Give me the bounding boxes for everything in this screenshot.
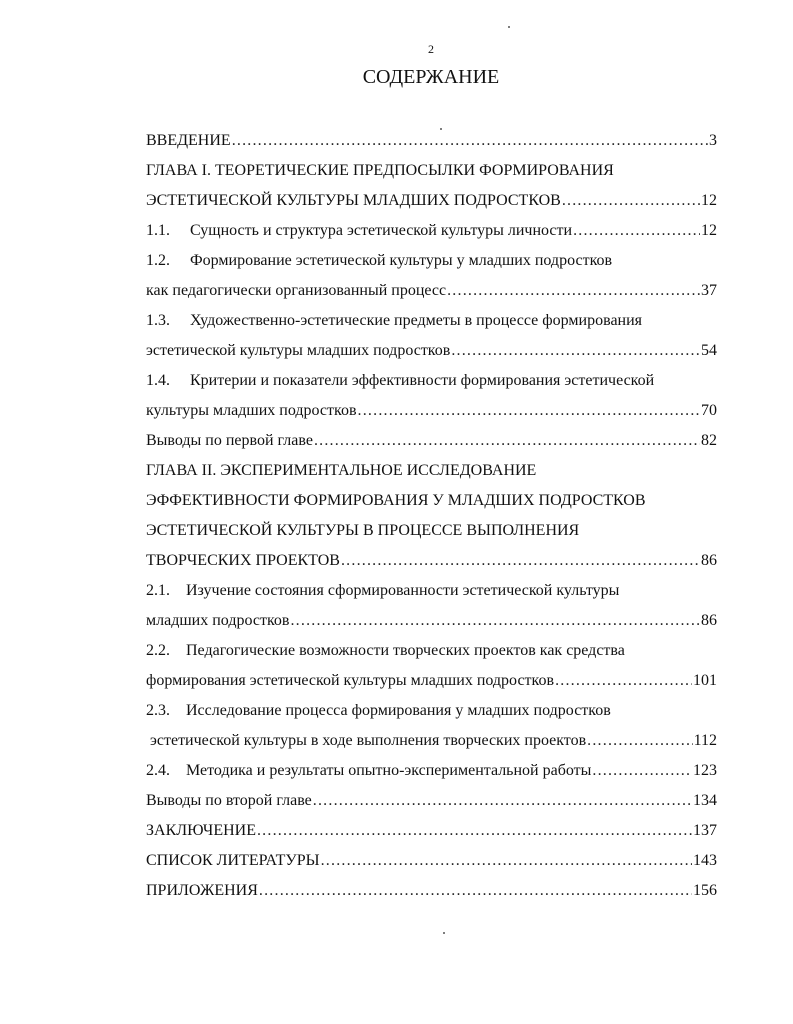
toc-leader-dots bbox=[321, 850, 692, 872]
toc-entry-section-2-4[interactable] bbox=[146, 760, 717, 782]
toc-entry-text: ГЛАВА I. ТЕОРЕТИЧЕСКИЕ ПРЕДПОСЫЛКИ ФОРМИРОВАНИЯ bbox=[146, 162, 614, 179]
toc-leader-dots bbox=[290, 610, 700, 632]
toc-entry-section-1-4-line-2[interactable] bbox=[146, 400, 717, 422]
toc-leader-dots bbox=[592, 760, 692, 782]
toc-section-number: 1.2. bbox=[146, 252, 170, 269]
toc-page-number: 3 bbox=[709, 132, 717, 149]
toc-entry-text: ГЛАВА II. ЭКСПЕРИМЕНТАЛЬНОЕ ИССЛЕДОВАНИЕ bbox=[146, 462, 537, 479]
page-title: СОДЕРЖАНИЕ bbox=[362, 66, 500, 88]
toc-entry-text: ЭСТЕТИЧЕСКОЙ КУЛЬТУРЫ МЛАДШИХ ПОДРОСТКОВ bbox=[146, 192, 561, 209]
toc-leader-dots bbox=[232, 130, 708, 152]
toc-section-number: 2.3. bbox=[146, 702, 170, 719]
toc-leader-dots bbox=[358, 400, 700, 422]
page-number: 2 bbox=[428, 42, 434, 56]
toc-leader-dots bbox=[447, 280, 700, 302]
toc-leader-dots bbox=[451, 340, 700, 362]
toc-entry-appendices[interactable] bbox=[146, 880, 717, 902]
toc-entry-conclusions-chapter-1[interactable] bbox=[146, 430, 717, 452]
scan-speck bbox=[508, 26, 510, 28]
toc-section-number: 1.1. bbox=[146, 222, 170, 239]
toc-entry-chapter-1-line-2[interactable] bbox=[146, 190, 717, 212]
toc-entry-section-2-3-line-1[interactable] bbox=[146, 700, 717, 722]
toc-entry-chapter-2-line-1[interactable] bbox=[146, 460, 717, 482]
toc-leader-dots bbox=[341, 550, 700, 572]
toc-entry-text: ВВЕДЕНИЕ bbox=[146, 132, 231, 149]
toc-leader-dots bbox=[314, 430, 700, 452]
toc-entry-text: как педагогически организованный процесс bbox=[146, 282, 447, 299]
toc-entry-text: Педагогические возможности творческих проектов как средства bbox=[186, 642, 625, 659]
toc-entry-section-1-2-line-1[interactable] bbox=[146, 250, 717, 272]
toc-page-number: 82 bbox=[701, 432, 717, 449]
toc-entry-literature[interactable] bbox=[146, 850, 717, 872]
toc-page-number: 137 bbox=[693, 822, 717, 839]
toc-entry-section-1-3-line-1[interactable] bbox=[146, 310, 717, 332]
toc-section-number: 1.4. bbox=[146, 372, 170, 389]
toc-section-number: 2.1. bbox=[146, 582, 170, 599]
toc-page-number: 37 bbox=[701, 282, 717, 299]
toc-leader-dots bbox=[257, 820, 692, 842]
toc-page-number: 86 bbox=[701, 612, 717, 629]
toc-entry-text: Формирование эстетической культуры у младших подростков bbox=[190, 252, 613, 269]
toc-entry-text: Методика и результаты опытно-экспериментальной работы bbox=[186, 762, 592, 779]
toc-page-number: 70 bbox=[701, 402, 717, 419]
toc-leader-dots bbox=[562, 190, 700, 212]
toc-entry-text: младших подростков bbox=[146, 612, 290, 629]
toc-entry-text: ТВОРЧЕСКИХ ПРОЕКТОВ bbox=[146, 552, 340, 569]
toc-entry-text: ЗАКЛЮЧЕНИЕ bbox=[146, 822, 256, 839]
toc-page-number: 143 bbox=[693, 852, 717, 869]
toc-page-number: 134 bbox=[693, 792, 717, 809]
toc-entry-conclusions-chapter-2[interactable] bbox=[146, 790, 717, 812]
toc-entry-section-2-2-line-1[interactable] bbox=[146, 640, 717, 662]
toc-entry-text: ЭСТЕТИЧЕСКОЙ КУЛЬТУРЫ В ПРОЦЕССЕ ВЫПОЛНЕНИЯ bbox=[146, 522, 580, 539]
toc-entry-section-1-2-line-2[interactable] bbox=[146, 280, 717, 302]
toc-entry-chapter-1-line-1[interactable] bbox=[146, 160, 717, 182]
toc-entry-section-2-2-line-2[interactable] bbox=[146, 670, 717, 692]
toc-page-number: 156 bbox=[693, 882, 717, 899]
toc-page-number: 54 bbox=[701, 342, 717, 359]
toc-entry-section-1-4-line-1[interactable] bbox=[146, 370, 717, 392]
toc-entry-text: эстетической культуры в ходе выполнения творческих проектов bbox=[150, 732, 587, 749]
toc-entry-section-2-3-line-2[interactable] bbox=[150, 730, 717, 752]
toc-entry-conclusion[interactable] bbox=[146, 820, 717, 842]
toc-entry-section-1-3-line-2[interactable] bbox=[146, 340, 717, 362]
toc-entry-text: Изучение состояния сформированности эстетической культуры bbox=[186, 582, 620, 599]
toc-entry-text: ЭФФЕКТИВНОСТИ ФОРМИРОВАНИЯ У МЛАДШИХ ПОДРОСТКОВ bbox=[146, 492, 646, 509]
toc-page-number: 101 bbox=[693, 672, 717, 689]
toc-page-number: 86 bbox=[701, 552, 717, 569]
toc-page-number: 112 bbox=[693, 732, 717, 749]
toc-leader-dots bbox=[313, 790, 692, 812]
toc-entry-section-1-1[interactable] bbox=[146, 220, 717, 242]
toc-entry-chapter-2-line-4[interactable] bbox=[146, 550, 717, 572]
toc-leader-dots bbox=[555, 670, 692, 692]
toc-entry-text: эстетической культуры младших подростков bbox=[146, 342, 451, 359]
toc-entry-text: Исследование процесса формирования у младших подростков bbox=[186, 702, 611, 719]
toc-leader-dots bbox=[259, 880, 692, 902]
toc-entry-text: культуры младших подростков bbox=[146, 402, 357, 419]
toc-section-number: 1.3. bbox=[146, 312, 170, 329]
toc-entry-text: ПРИЛОЖЕНИЯ bbox=[146, 882, 258, 899]
toc-leader-dots bbox=[587, 730, 692, 752]
toc-entry-text: Выводы по второй главе bbox=[146, 792, 312, 809]
toc-entry-text: Выводы по первой главе bbox=[146, 432, 313, 449]
toc-section-number: 2.2. bbox=[146, 642, 170, 659]
toc-entry-text: Сущность и структура эстетической культуры личности bbox=[190, 222, 573, 239]
toc-entry-text: Критерии и показатели эффективности формирования эстетической bbox=[190, 372, 655, 389]
toc-section-number: 2.4. bbox=[146, 762, 170, 779]
toc-entry-intro[interactable] bbox=[146, 130, 717, 152]
scan-speck bbox=[440, 128, 442, 130]
toc-entry-chapter-2-line-3[interactable] bbox=[146, 520, 717, 542]
toc-page-number: 12 bbox=[701, 192, 717, 209]
toc-leader-dots bbox=[573, 220, 700, 242]
toc-entry-chapter-2-line-2[interactable] bbox=[146, 490, 717, 512]
toc-entry-text: СПИСОК ЛИТЕРАТУРЫ bbox=[146, 852, 320, 869]
toc-page-number: 12 bbox=[701, 222, 717, 239]
toc-page-number: 123 bbox=[693, 762, 717, 779]
toc-entry-text: Художественно-эстетические предметы в процессе формирования bbox=[190, 312, 643, 329]
toc-entry-section-2-1-line-1[interactable] bbox=[146, 580, 717, 602]
toc-entry-section-2-1-line-2[interactable] bbox=[146, 610, 717, 632]
toc-entry-text: формирования эстетической культуры младших подростков bbox=[146, 672, 555, 689]
scan-speck bbox=[443, 932, 445, 934]
